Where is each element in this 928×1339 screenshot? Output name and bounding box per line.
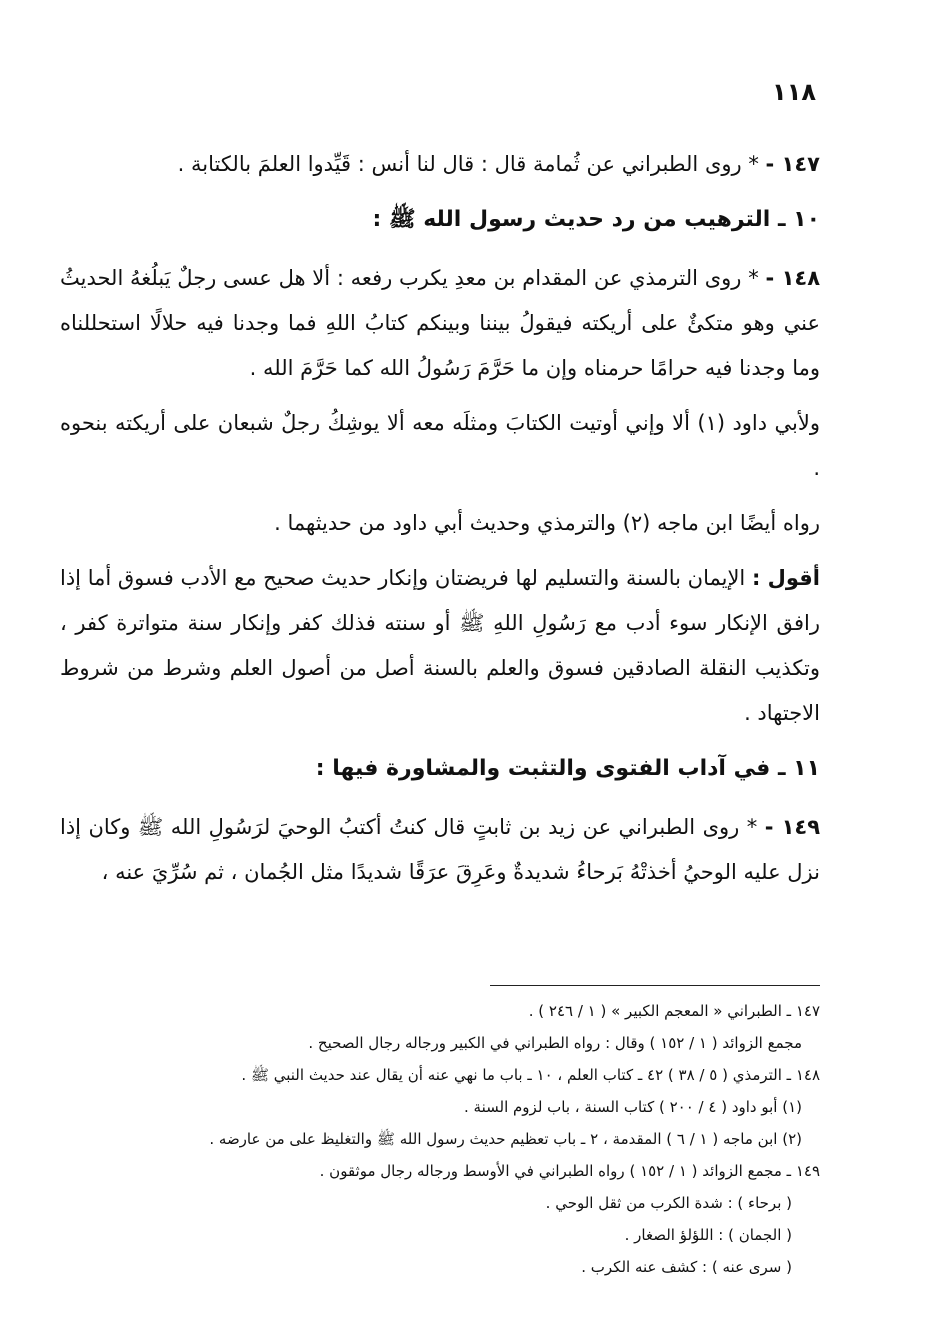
section-heading-10: ١٠ ـ الترهيب من رد حديث رسول الله ﷺ : [372, 207, 820, 232]
hadith-number-148: ١٤٨ - [765, 266, 821, 290]
gloss-juman: ( الجمان ) : اللؤلؤ الصغار . [624, 1226, 792, 1244]
hadith-text-147: * روى الطبراني عن ثُمامة قال : قال لنا أنس : قَيِّدوا العلمَ بالكتابة . [177, 152, 766, 176]
paragraph-ibn-majah: رواه أيضًا ابن ماجه (٢) والترمذي وحديث أبي داود من حديثهما . [274, 511, 820, 535]
footnote-148: ١٤٨ ـ الترمذي ( ٥ / ٣٨ ) ٤٢ ـ كتاب العلم ، ١٠ ـ باب ما نهي عنه أن يقال عند حديث النبي ﷺ . [241, 1066, 820, 1084]
footnotes [60, 995, 820, 1283]
gloss-surriya: ( سرى عنه ) : كشف عنه الكرب . [581, 1258, 792, 1276]
aqul-text: الإيمان بالسنة والتسليم لها فريضتان وإنكار حديث صحيح مع الأدب فسوق أما إذا رافق الإنكار سوء أدب مع رَسُولِ اللهِ ﷺ أو سنته فذلك كفر وإنكار سنة متواترة كفر ، وتكذيب النقلة الصادقين فسوق والعلم بالسنة أصل من أصول العلم وشرط من شروط الاجتهاد . [60, 566, 820, 725]
paragraph-aqul [60, 556, 820, 736]
paragraph-149 [60, 805, 820, 895]
page-number: ١١٨ [772, 78, 816, 106]
footnote-divider [490, 985, 820, 986]
paragraph-148 [60, 256, 820, 391]
aqul-keyword: أقول : [751, 566, 821, 590]
hadith-text-148: * روى الترمذي عن المقدام بن معدِ يكرب رفعه : ألا هل عسى رجلٌ يَبلُغهُ الحديثُ عني وهو متكئٌ على أريكته فيقولُ بيننا وبينكم كتابُ اللهِ فما وجدنا فيه حلالًا استحللناه وما وجدنا فيه حرامًا حرمناه وإن ما حَرَّمَ رَسُولُ الله كما حَرَّمَ الله . [60, 266, 820, 380]
hadith-number-149: ١٤٩ - [764, 815, 821, 839]
page-body [60, 142, 820, 905]
hadith-number-147: ١٤٧ - [765, 152, 820, 176]
footnote-1-abu-dawud: (١) أبو داود ( ٤ / ٢٠٠ ) كتاب السنة ، باب لزوم السنة . [464, 1098, 802, 1116]
footnote-149: ١٤٩ ـ مجمع الزوائد ( ١ / ١٥٢ ) رواه الطبراني في الأوسط ورجاله رجال موثقون . [319, 1162, 820, 1180]
paragraph-147 [60, 142, 820, 187]
footnote-2-ibn-majah: (٢) ابن ماجه ( ١ / ٦ ) المقدمة ، ٢ ـ باب تعظيم حديث رسول الله ﷺ والتغليظ على من عارضه . [209, 1130, 802, 1148]
paragraph-abu-dawud: ولأبي داود (١) ألا وإني أوتيت الكتابَ ومثلَه معه ألا يوشِكُ رجلٌ شبعان على أريكته بنحوه . [60, 411, 820, 480]
hadith-text-149: * روى الطبراني عن زيد بن ثابتٍ قال كنتُ أكتبُ الوحيَ لرَسُولِ الله ﷺ وكان إذا نزل عليه الوحيُ أخذتْهُ بَرحاءُ شديدةٌ وعَرِقَ عرَقًا شديدًا مثل الجُمان ، ثم سُرِّيَ عنه ، [60, 815, 820, 884]
footnote-147: ١٤٧ ـ الطبراني « المعجم الكبير » ( ١ / ٢٤٦ ) . [528, 1002, 820, 1020]
section-heading-11: ١١ ـ في آداب الفتوى والتثبت والمشاورة فيها : [315, 756, 820, 781]
footnote-147-majma: مجمع الزوائد ( ١ / ١٥٢ ) وقال : رواه الطبراني في الكبير ورجاله رجال الصحيح . [308, 1034, 802, 1052]
gloss-barha: ( برحاء ) : شدة الكرب من ثقل الوحي . [545, 1194, 792, 1212]
